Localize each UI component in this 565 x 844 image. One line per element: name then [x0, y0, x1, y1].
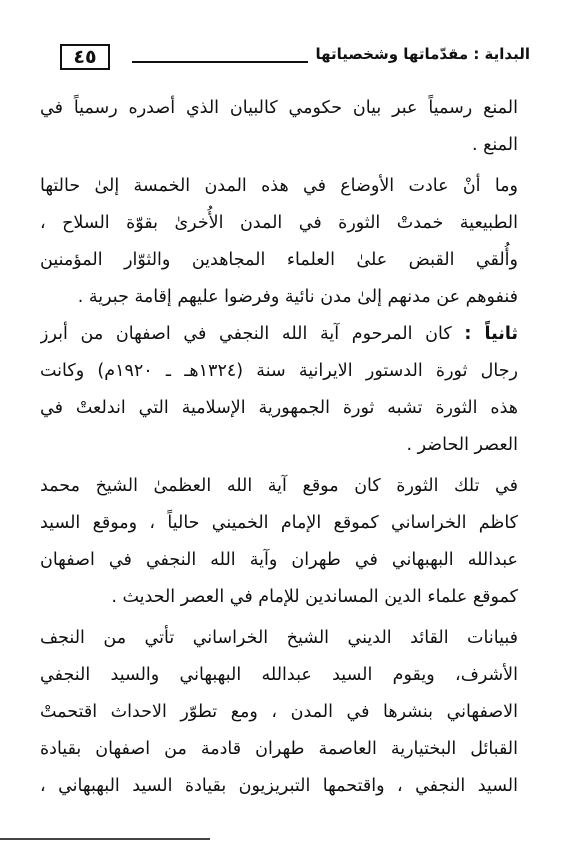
text-line: المنع رسمياً عبر بيان حكومي كالبيان الذي أصدره رسمياً في — [40, 98, 518, 118]
text-line: كاظم الخراساني كموقع الإمام الخميني حالياً ، وموقع السيد — [40, 513, 518, 533]
text-line: كموقع علماء الدين المساندين للإمام في العصر الحديث . — [111, 587, 518, 607]
page-number: ٤٥ — [60, 44, 110, 70]
text-line: في تلك الثورة كان موقع آية الله العظمىٰ الشيخ محمد — [40, 476, 518, 496]
text-line: عبدالله البهبهاني في طهران وآية الله النجفي في اصفهان — [40, 550, 518, 570]
secondly-text: كان المرحوم آية الله النجفي في اصفهان من أبرز — [40, 324, 452, 344]
footer-rule — [0, 838, 210, 840]
text-line-secondly — [40, 316, 518, 353]
text-line: فبيانات القائد الديني الشيخ الخراساني تأتي من النجف — [40, 628, 518, 648]
text-line: وما أنْ عادت الأوضاع في هذه المدن الخمسة إلىٰ حالتها — [40, 176, 518, 196]
text-line: القبائل البختيارية العاصمة طهران قادمة من اصفهان بقيادة — [40, 739, 518, 759]
text-line: فنفوهم عن مدنهم إلىٰ مدن نائية وفرضوا عليهم إقامة جبرية . — [77, 287, 518, 307]
running-title: البداية : مقدّماتها وشخصياتها — [315, 45, 530, 63]
text-line: وأُلقي القبض علىٰ العلماء المجاهدين والثوّار المؤمنين — [40, 250, 518, 270]
secondly-label: ثانياً : — [464, 324, 518, 344]
page-header — [40, 40, 530, 76]
text-line: العصر الحاضر . — [406, 435, 518, 455]
text-line: السيد النجفي ، واقتحمها التبريزيون بقيادة السيد البهبهاني ، — [40, 776, 518, 796]
text-line: هذه الثورة تشبه ثورة الجمهورية الإسلامية التي اندلعتْ في — [40, 398, 518, 418]
header-rule — [132, 61, 308, 63]
text-line: الاصفهاني بنشرها في المدن ، ومع تطوّر الاحداث اقتحمتْ — [40, 702, 518, 722]
text-line: الطبيعية خمدتْ الثورة في المدن الأُخرىٰ بقوّة السلاح ، — [40, 213, 518, 233]
text-line: رجال ثورة الدستور الايرانية سنة (١٣٢٤هـ ـ ١٩٢٠م) وكانت — [40, 361, 518, 381]
text-line: المنع . — [471, 135, 518, 155]
text-line: الأشرف، ويقوم السيد عبدالله البهبهاني والسيد النجفي — [40, 665, 518, 685]
body-text — [40, 90, 518, 805]
